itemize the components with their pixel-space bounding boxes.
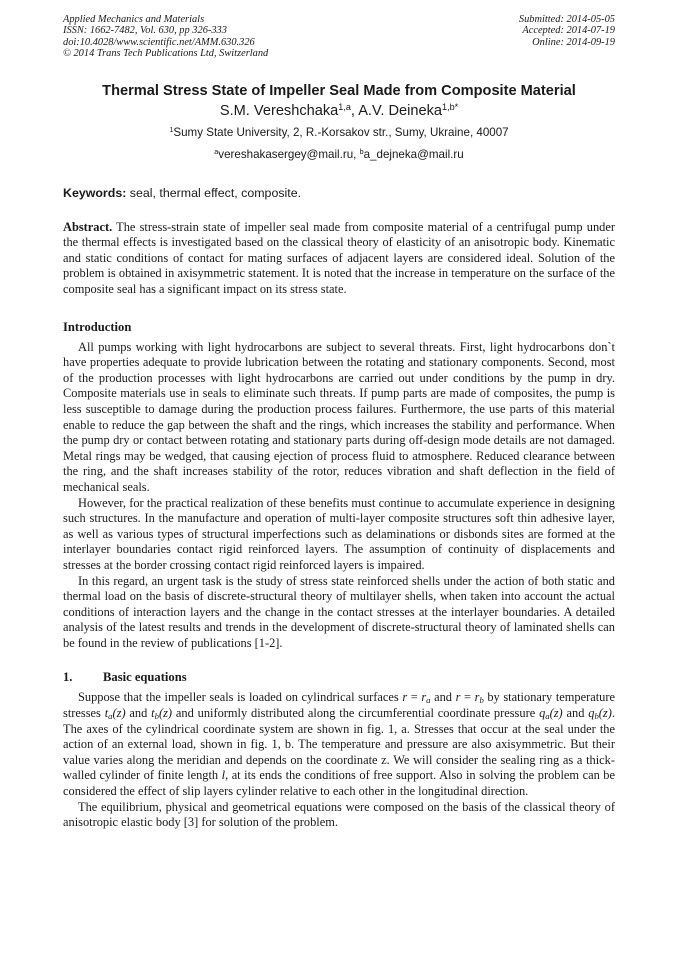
paragraph: However, for the practical realization of these benefits must continue to accumulate experience in designing such structures. In the manufacture and operation of multi-layer composite structures soft thin adhesive layer, as well as various types of structural imperfections such as delaminations or disbonds sites are formed at the interlayer boundaries contact rigid reinforced layers. The assumption of continuity of displacements and stresses at the border crossing contact rigid reinforced layers is impaired. — [63, 495, 615, 572]
keywords-text: seal, thermal effect, composite. — [126, 185, 302, 200]
abstract-label: Abstract. — [63, 219, 113, 234]
text-run: and — [562, 706, 589, 721]
math-op: = — [407, 690, 422, 705]
math-var: r — [421, 690, 427, 705]
section-number: 1. — [63, 670, 73, 685]
email-superscript: b — [359, 146, 364, 156]
math-var: t — [104, 706, 109, 721]
author-name: S.M. Vereshchaka — [219, 102, 339, 119]
keywords — [63, 185, 615, 201]
text-run: , at its ends the conditions of free support. Also in solving the problem can be considered the effect of slip layers cylinder relative to each other in the longitudinal direction. — [63, 768, 615, 799]
math-var: q — [539, 706, 546, 721]
math-var: q — [588, 706, 595, 721]
math-var: r — [402, 690, 408, 705]
author-name: A.V. Deineka — [358, 102, 443, 119]
math-var: t — [151, 706, 155, 721]
math-arg: (z) — [598, 706, 612, 721]
submitted-date: Submitted: 2014-05-05 — [518, 14, 615, 25]
keywords-label: Keywords: — [63, 185, 127, 200]
author-list — [63, 101, 615, 121]
affiliation-superscript: 1 — [169, 124, 174, 134]
math-op: = — [460, 690, 475, 705]
email-separator: , — [353, 147, 360, 161]
journal-issn: ISSN: 1662-7482, Vol. 630, pp 326-333 — [63, 25, 227, 37]
journal-header — [63, 14, 615, 60]
math-sub: a — [108, 711, 113, 722]
math-sub: b — [594, 711, 599, 722]
journal-copyright: © 2014 Trans Tech Publications Ltd, Switzerland — [63, 48, 269, 60]
math-arg: (z) — [112, 706, 126, 721]
journal-info — [63, 14, 268, 60]
author-superscript: 1,b* — [442, 101, 459, 112]
accepted-date: Accepted: 2014-07-19 — [522, 25, 615, 37]
text-run: and — [125, 706, 152, 721]
abstract — [63, 220, 615, 298]
math-var: r — [455, 690, 461, 705]
math-arg: (z) — [158, 706, 173, 721]
journal-name: Applied Mechanics and Materials — [63, 14, 205, 25]
journal-doi[interactable]: doi:10.4028/www.scientific.net/AMM.630.326 — [63, 36, 255, 48]
math-var: r — [474, 690, 480, 705]
affiliation — [63, 125, 615, 141]
email-link[interactable]: a_dejneka@mail.ru — [363, 147, 464, 161]
paragraph: In this regard, an urgent task is the study of stress state reinforced shells under the action of both static and thermal load on the basis of discrete-structural theory of multilayer shells, when taken into account the actual conditions of interaction layers and the change in the contact stresses at the interlayer boundaries. A detailed analysis of the latest results and trends in the development of discrete-structural theory of laminated shells can be found in the review of publications [1-2]. — [63, 573, 615, 650]
abstract-text: The stress-strain state of impeller seal made from composite material of a centrifugal pump under the thermal effects is investigated based on the classical theory of elasticity of an anisotropic body. Kinematic and static conditions of contact for mating surfaces of adjacent layers are considered ideal. Solution of the problem is obtained in axisymmetric statement. It is noted that the increase in temperature on the surface of the composite seal has a significant impact on its stress state. — [63, 219, 615, 296]
publication-dates — [519, 14, 615, 60]
paragraph — [63, 690, 615, 799]
author-emails — [63, 147, 615, 163]
author-superscript: 1,a — [338, 101, 351, 112]
math-var: l — [221, 768, 226, 783]
math-sub: b — [479, 695, 484, 706]
paragraph: The equilibrium, physical and geometrical equations were composed on the basis of the classical theory of anisotropic elastic body [3] for solution of the problem. — [63, 799, 615, 830]
online-date: Online: 2014-09-19 — [532, 36, 615, 48]
paper-title: Thermal Stress State of Impeller Seal Made from Composite Material — [102, 82, 576, 99]
section-heading-introduction: Introduction — [63, 319, 132, 334]
text-run: by stationary temperature stresses — [63, 690, 615, 721]
email-superscript: a — [214, 146, 219, 156]
section-heading-basic-equations — [63, 669, 615, 685]
math-sub: a — [545, 711, 550, 722]
paragraph: All pumps working with light hydrocarbons are subject to several threats. First, light hydrocarbons don`t have properties adequate to provide lubrication between the rotating and stationary components. Second, most of the production processes with light hydrocarbons are carried out under conditions by the pump in dry. Composite materials use in seals to eliminate such threats. If pump parts are made of composites, the pump is less susceptible to damage during the production process failures. Furthermore, the use parts of this material enable to reduce the gap between the shaft and the rings, which increases the stability and performance. When the pump dry or contact between rotating and stationary parts during off-design mode details are not damaged. Metal rings may be wedged, that causing ejection of process fluid to atmosphere. Reduced clearance between the ring, and the shaft increases stability of the rotor, reduces vibration and shaft deflection in the field of mechanical seals. — [63, 339, 615, 494]
email-link[interactable]: vereshakasergey@mail.ru — [218, 147, 354, 161]
math-sub: a — [426, 695, 431, 706]
text-run: Suppose that the impeller seals is loaded on cylindrical surfaces — [78, 690, 403, 705]
text-run: and — [430, 690, 456, 705]
author-separator: , — [350, 102, 359, 119]
text-run: and uniformly distributed along the circumferential coordinate pressure — [172, 706, 540, 721]
text-run: . The axes of the cylindrical coordinate system are shown in fig. 1, a. Stresses that occur at the seal under the action of an external load, shown in fig. 1, b. The temperature and pressure are also axisymmetric. But their value varies along the meridian and depends on the coordinate z. We will consider the sealing ring as a thick-walled cylinder of finite length — [63, 706, 615, 783]
math-arg: (z) — [549, 706, 563, 721]
page — [63, 14, 615, 831]
math-sub: b — [154, 711, 159, 722]
section-title: Basic equations — [103, 670, 187, 685]
affiliation-text: Sumy State University, 2, R.-Korsakov str., Sumy, Ukraine, 40007 — [173, 125, 509, 139]
